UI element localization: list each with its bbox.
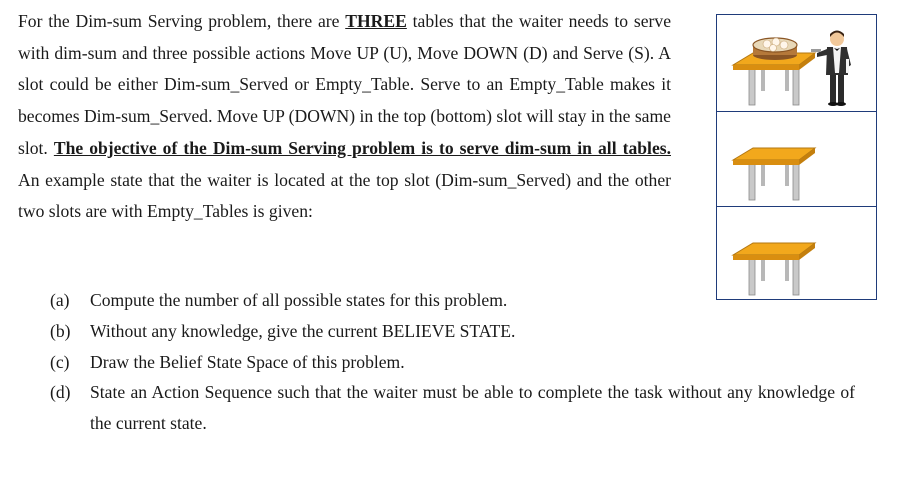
question-text: State an Action Sequence such that the waiter must be able to complete the task without any knowledge of the current state. [90,382,855,434]
intro-text-3: An example state that the waiter is located at the top slot (Dim-sum_Served) and the other two slots are with Empty_Tables is given: [18,169,671,222]
question-label: (a) [50,290,70,310]
question-d [50,377,855,439]
question-text: Draw the Belief State Space of this problem. [90,351,405,372]
problem-statement [18,6,671,228]
slot-top [717,15,876,110]
slot-bottom [717,206,876,302]
question-label: (d) [50,382,71,403]
waiter-icon [811,31,851,107]
question-text: Without any knowledge, give the current BELIEVE STATE. [90,320,516,341]
question-c [50,347,855,378]
objective-statement: The objective of the Dim-sum Serving problem is to serve dim-sum in all tables. [53,137,671,158]
question-b [50,316,855,347]
dimsum-steamer-icon [753,38,797,60]
question-label: (c) [50,351,70,372]
intro-text-2: tables that the waiter needs to serve with dim-sum and three possible actions Move UP (U), Move DOWN (D) and Serve (S). A slot could be either Dim-sum_Served or Empty_Table. Serve to an Empty_Table makes it becomes Dim-sum_Served. Move UP (DOWN) in the top (bottom) slot will stay in the same slot. [18,11,672,158]
table-icon [717,15,875,110]
question-label: (b) [50,320,71,341]
slot-illustration [716,14,877,300]
table-icon [717,207,875,302]
intro-text-1: For the Dim-sum Serving problem, there are [18,11,346,31]
question-list [50,285,855,439]
three-emphasis: THREE [345,11,407,31]
question-text: Compute the number of all possible states for this problem. [90,290,508,310]
slot-middle [717,111,876,207]
table-icon [717,112,875,207]
